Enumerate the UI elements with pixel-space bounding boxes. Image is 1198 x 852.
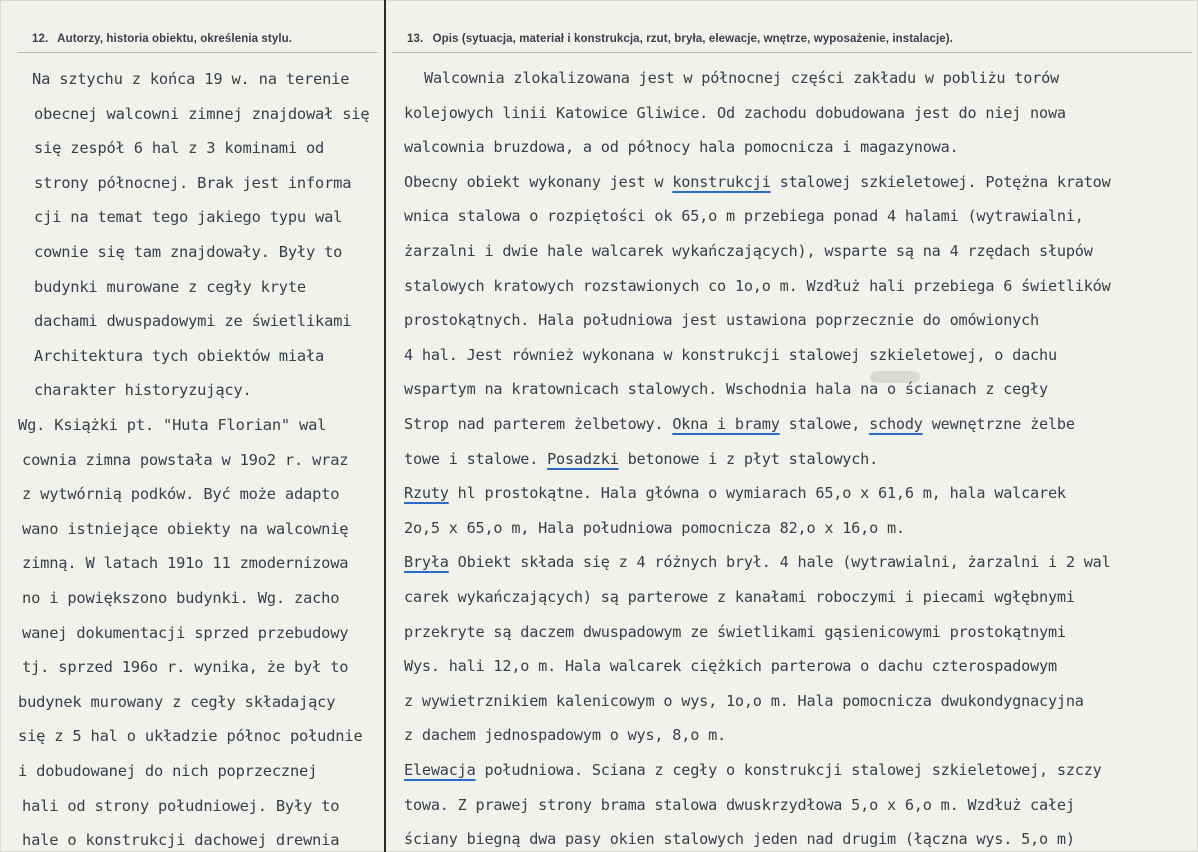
header-rule-left	[18, 52, 378, 53]
section-12-title: Autorzy, historia obiektu, określenia stylu.	[57, 33, 293, 45]
underlined-keyword: Okna i bramy	[672, 415, 780, 433]
history-text-line: Architektura tych obiektów miała	[34, 346, 325, 365]
text-run: Strop nad parterem żelbetowy.	[404, 415, 673, 433]
underlined-keyword: Rzuty	[404, 484, 449, 503]
text-run: Obiekt składa się z 4 różnych brył. 4 hale (wytrawialni, żarzalni i 2 wal	[448, 553, 1111, 572]
history-text-line: cji na temat tego jakiego typu wal	[34, 208, 343, 227]
text-run: z wywietrznikiem kalenicowym o wys, 1o,o m. Hala pomocnicza dwukondygnacyjna	[404, 691, 1084, 710]
history-text-line: budynek murowany z cegły składający	[18, 692, 336, 711]
history-text-line: no i powiększono budynki. Wg. zacho	[22, 589, 340, 607]
description-text-line	[404, 829, 1075, 849]
description-text-line	[404, 691, 1084, 711]
text-run: kolejowych linii Katowice Gliwice. Od zachodu dobudowana jest do niej nowa	[404, 103, 1066, 122]
history-text-line: dachami dwuspadowymi ze świetlikami	[34, 312, 352, 331]
section-12-heading	[32, 33, 292, 45]
description-text-line	[404, 552, 1111, 572]
history-text-line: z wytwórnią podków. Być może adapto	[22, 485, 340, 504]
text-run: wnica stalowa o rozpiętości ok 65,o m przebiega ponad 4 halami (wytrawialni,	[404, 207, 1084, 226]
history-text-line: hale o konstrukcji dachowej drewnia	[22, 831, 340, 850]
description-text-line	[404, 241, 1093, 261]
header-rule-right	[392, 52, 1192, 53]
section-12-number: 12.	[32, 33, 49, 45]
description-text-line	[404, 795, 1075, 815]
text-run: walcownia bruzdowa, a od północy hala pomocnicza i magazynowa.	[404, 138, 959, 157]
description-text-line	[424, 68, 1059, 88]
description-text-line	[404, 276, 1111, 296]
text-run: 4 hal. Jest również wykonana w konstrukcji stalowej szkieletowej, o dachu	[404, 345, 1057, 364]
text-run: carek wykańczających) są parterowe z kanałami roboczymi i piecami wgłębnymi	[404, 588, 1075, 606]
text-run: południowa. Sciana z cegły o konstrukcji stalowej szkieletowej, szczy	[475, 761, 1102, 779]
text-run: Obecny obiekt wykonany jest w	[404, 172, 673, 191]
text-run: Walcownia zlokalizowana jest w północnej części zakładu w pobliżu torów	[424, 69, 1059, 87]
column-divider	[384, 0, 386, 852]
description-text-line	[404, 172, 1111, 192]
history-text-line: strony północnej. Brak jest informa	[34, 173, 352, 192]
history-text-line: cownie się tam znajdowały. Były to	[34, 243, 343, 261]
description-text-line	[404, 725, 726, 745]
ink-smudge	[870, 371, 920, 383]
text-run: betonowe i z płyt stalowych.	[618, 449, 879, 468]
text-run: stalowej szkieletowej. Potężna kratow	[770, 172, 1111, 191]
history-text-line: hali od strony południowej. Były to	[22, 796, 340, 815]
history-text-line: cownia zimna powstała w 19o2 r. wraz	[22, 450, 349, 469]
description-text-line	[404, 587, 1075, 607]
text-run: ściany biegną dwa pasy okien stalowych jeden nad drugim (łączna wys. 5,o m)	[404, 830, 1075, 849]
text-run: towa. Z prawej strony brama stalowa dwuskrzydłowa 5,o x 6,o m. Wzdłuż całej	[404, 795, 1075, 814]
history-text-line: wanej dokumentacji sprzed przebudowy	[22, 623, 349, 642]
history-text-line: budynki murowane z cegły kryte	[34, 277, 306, 296]
history-text-line: i dobudowanej do nich poprzecznej	[18, 762, 318, 780]
description-text-line	[404, 483, 1066, 503]
description-text-line	[404, 656, 1057, 676]
section-13-heading	[407, 33, 953, 45]
text-run: stalowych kratowych rozstawionych co 1o,o m. Wzdłuż hali przebiega 6 świetlików	[404, 276, 1111, 295]
underlined-keyword: Elewacja	[404, 761, 476, 779]
history-text-line: Na sztychu z końca 19 w. na terenie	[32, 70, 350, 88]
underlined-keyword: konstrukcji	[672, 172, 771, 191]
history-text-line: obecnej walcowni zimnej znajdował się	[34, 104, 370, 123]
text-run: 2o,5 x 65,o m, Hala południowa pomocnicza 82,o x 16,o m.	[404, 518, 905, 537]
description-text-line	[404, 414, 1075, 434]
text-run: prostokątnych. Hala południowa jest ustawiona poprzecznie do omówionych	[404, 311, 1039, 330]
description-text-line	[404, 310, 1039, 330]
description-text-line	[404, 760, 1102, 780]
text-run: żarzalni i dwie hale walcarek wykańczających), wsparte są na 4 rzędach słupów	[404, 242, 1093, 260]
description-text-line	[404, 622, 1066, 642]
underlined-keyword: Bryła	[404, 553, 449, 572]
underlined-keyword: Posadzki	[547, 449, 619, 468]
description-text-line	[404, 379, 1048, 399]
underlined-keyword: schody	[869, 415, 923, 433]
text-run: z dachem jednospadowym o wys, 8,o m.	[404, 726, 726, 745]
text-run: hl prostokątne. Hala główna o wymiarach 65,o x 61,6 m, hala walcarek	[448, 484, 1066, 503]
description-text-line	[404, 345, 1057, 365]
history-text-line: Wg. Książki pt. "Huta Florian" wal	[18, 416, 327, 434]
history-text-line: się zespół 6 hal z 3 kominami od	[34, 139, 325, 158]
section-13-title: Opis (sytuacja, materiał i konstrukcja, rzut, bryła, elewacje, wnętrze, wyposażenie, instalacje).	[432, 33, 953, 45]
text-run: stalowe,	[779, 415, 870, 433]
history-text-line: wano istniejące obiekty na walcownię	[22, 519, 349, 538]
history-text-line: tj. sprzed 196o r. wynika, że był to	[22, 658, 349, 677]
text-run: towe i stalowe.	[404, 449, 548, 468]
description-text-line	[404, 137, 959, 157]
history-text-line: charakter historyzujący.	[34, 381, 252, 400]
text-run: przekryte są daczem dwuspadowym ze świetlikami gąsienicowymi prostokątnymi	[404, 622, 1066, 641]
text-run: Wys. hali 12,o m. Hala walcarek ciężkich parterowa o dachu czterospadowym	[404, 657, 1057, 676]
history-text-line: zimną. W latach 191o 11 zmodernizowa	[22, 554, 349, 573]
text-run: wspartym na kratownicach stalowych. Wschodnia hala na o ścianach z cegły	[404, 380, 1048, 399]
text-run: wewnętrzne żelbe	[922, 415, 1075, 433]
description-text-line	[404, 103, 1066, 123]
history-text-line: się z 5 hal o układzie północ południe	[18, 727, 363, 746]
description-text-line	[404, 518, 905, 538]
description-text-line	[404, 449, 878, 469]
section-13-number: 13.	[407, 33, 424, 45]
description-text-line	[404, 206, 1084, 226]
